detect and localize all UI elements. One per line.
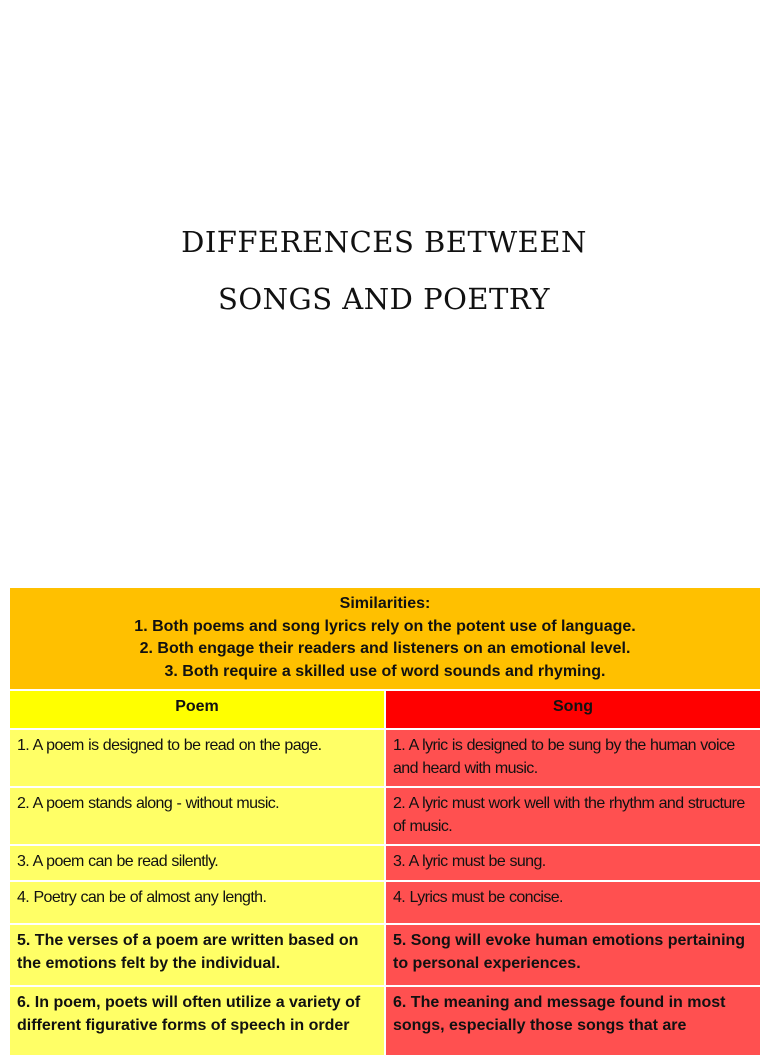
table-row xyxy=(9,845,761,881)
poem-cell: 2. A poem stands along - without music. xyxy=(9,787,385,845)
table-row xyxy=(9,787,761,845)
similarities-heading: Similarities: xyxy=(339,595,431,612)
song-column-header: Song xyxy=(385,690,761,729)
poem-cell: 1. A poem is designed to be read on the page. xyxy=(9,729,385,787)
page-title xyxy=(0,214,768,328)
poem-column-header: Poem xyxy=(9,690,385,729)
poem-cell: 6. In poem, poets will often utilize a variety of different figurative forms of speech in order xyxy=(9,986,385,1056)
column-header-row xyxy=(9,690,761,729)
table-row xyxy=(9,881,761,924)
poem-cell: 5. The verses of a poem are written based on the emotions felt by the individual. xyxy=(9,924,385,986)
similarity-item: 3. Both require a skilled use of word sounds and rhyming. xyxy=(164,662,606,680)
song-cell: 5. Song will evoke human emotions pertaining to personal experiences. xyxy=(385,924,761,986)
table-row xyxy=(9,924,761,986)
similarities-cell xyxy=(9,587,761,690)
comparison-table xyxy=(8,586,762,1057)
poem-cell: 3. A poem can be read silently. xyxy=(9,845,385,881)
song-cell: 4. Lyrics must be concise. xyxy=(385,881,761,924)
song-cell: 2. A lyric must work well with the rhythm and structure of music. xyxy=(385,787,761,845)
table-row xyxy=(9,729,761,787)
similarities-row xyxy=(9,587,761,690)
similarity-item: 2. Both engage their readers and listeners on an emotional level. xyxy=(139,640,631,657)
poem-cell: 4. Poetry can be of almost any length. xyxy=(9,881,385,924)
similarity-item: 1. Both poems and song lyrics rely on the potent use of language. xyxy=(134,617,636,635)
title-line-2: SONGS AND POETRY xyxy=(218,282,550,316)
song-cell: 6. The meaning and message found in most songs, especially those songs that are xyxy=(385,986,761,1056)
title-line-1: DIFFERENCES BETWEEN xyxy=(181,225,587,259)
comparison-table-wrapper xyxy=(8,586,760,1057)
table-row xyxy=(9,986,761,1056)
song-cell: 1. A lyric is designed to be sung by the human voice and heard with music. xyxy=(385,729,761,787)
song-cell: 3. A lyric must be sung. xyxy=(385,845,761,881)
